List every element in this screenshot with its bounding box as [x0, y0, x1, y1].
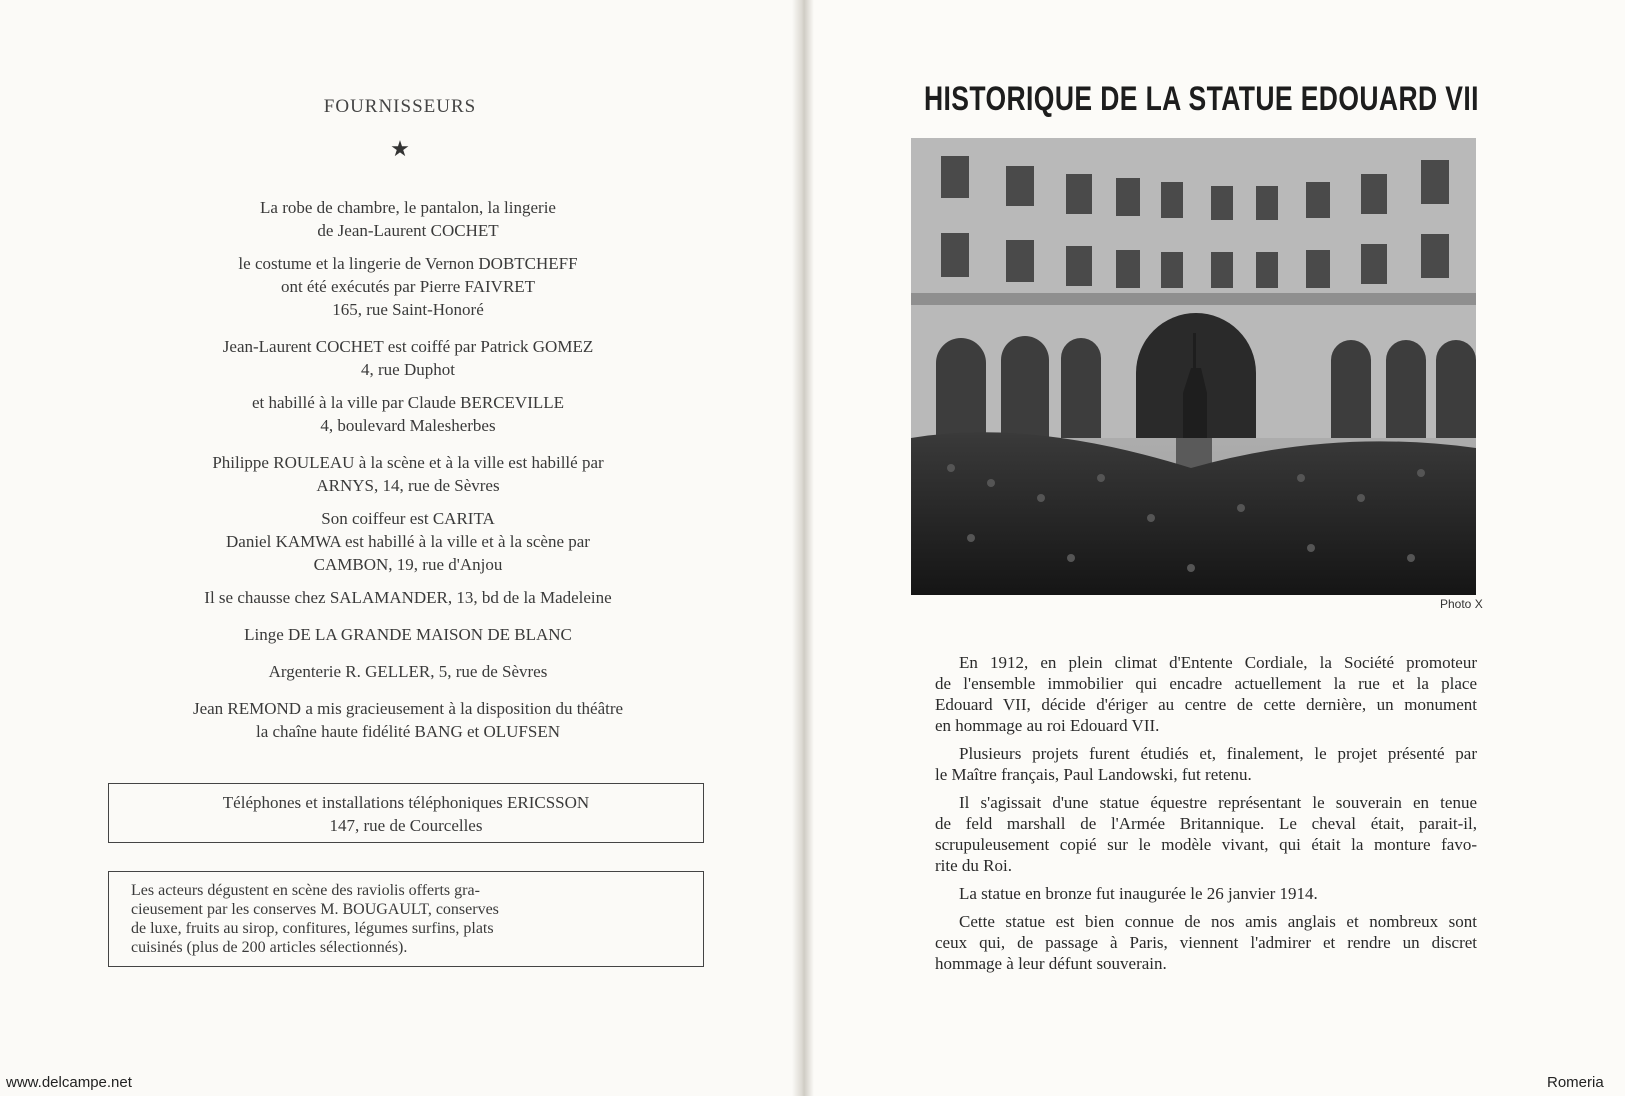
article-line: rite du Roi. — [935, 856, 1012, 875]
suppliers-credits — [108, 196, 708, 753]
credit-block — [108, 391, 708, 437]
article-line: de feld marshall de l'Armée Britannique. Le cheval était, parait-il, — [935, 814, 1477, 833]
statue-inauguration-photo — [911, 138, 1476, 595]
photo-credit: Photo X — [1440, 597, 1483, 611]
article-line: hommage à leur défunt souverain. — [935, 954, 1167, 973]
credit-line: ARNYS, 14, rue de Sèvres — [316, 476, 500, 495]
credit-line: La robe de chambre, le pantalon, la lingerie — [260, 198, 556, 217]
article-paragraph — [911, 652, 1477, 736]
credit-block — [108, 335, 708, 381]
credit-block — [108, 252, 708, 321]
article-title: HISTORIQUE DE LA STATUE EDOUARD VII — [924, 80, 1479, 118]
credit-line: de Jean-Laurent COCHET — [317, 221, 499, 240]
box-line: 147, rue de Courcelles — [329, 816, 483, 835]
article-line: le Maître français, Paul Landowski, fut retenu. — [935, 765, 1252, 784]
watermark-romeria: Romeria — [1547, 1074, 1604, 1091]
credit-line: 165, rue Saint-Honoré — [332, 300, 484, 319]
article-line: en hommage au roi Edouard VII. — [935, 716, 1160, 735]
article-body — [911, 652, 1477, 981]
credit-line: 4, rue Duphot — [361, 360, 455, 379]
box-line: cieusement par les conserves M. BOUGAULT, conserves — [131, 901, 499, 918]
credit-block — [108, 507, 708, 576]
credit-block — [108, 586, 708, 609]
box-line: Téléphones et installations téléphoniques ERICSSON — [222, 793, 590, 812]
box-line: Les acteurs dégustent en scène des raviolis offerts gra- — [131, 882, 480, 899]
article-line: Cette statue est bien connue de nos amis anglais et nombreux sont — [959, 912, 1477, 931]
credit-line: Jean REMOND a mis gracieusement à la disposition du théâtre — [192, 699, 624, 718]
photo-illustration — [911, 138, 1476, 595]
article-paragraph — [911, 743, 1477, 785]
book-gutter — [792, 0, 814, 1096]
credit-line: Philippe ROULEAU à la scène et à la ville est habillé par — [212, 453, 604, 472]
credit-line: la chaîne haute fidélité BANG et OLUFSEN — [255, 722, 561, 741]
credit-line: et habillé à la ville par Claude BERCEVILLE — [251, 393, 565, 412]
star-ornament: ★ — [390, 136, 410, 161]
article-line: de l'ensemble immobilier qui encadre actuellement la rue et la place — [935, 674, 1477, 693]
box-line: de luxe, fruits au sirop, confitures, légumes surfins, plats — [131, 920, 494, 937]
credit-line: Il se chausse chez SALAMANDER, 13, bd de la Madeleine — [204, 588, 612, 607]
suppliers-title: FOURNISSEURS — [323, 96, 477, 117]
credit-block — [108, 451, 708, 497]
credit-line: ont été exécutés par Pierre FAIVRET — [280, 277, 536, 296]
bougault-box — [108, 871, 704, 967]
article-line: En 1912, en plein climat d'Entente Cordiale, la Société promoteur — [959, 653, 1477, 672]
ericsson-box — [108, 783, 704, 843]
credit-line: le costume et la lingerie de Vernon DOBTCHEFF — [238, 254, 578, 273]
article-paragraph — [911, 911, 1477, 974]
credit-line: CAMBON, 19, rue d'Anjou — [313, 555, 503, 574]
article-line: La statue en bronze fut inaugurée le 26 janvier 1914. — [959, 884, 1318, 903]
article-line: scrupuleusement copié sur le modèle vivant, qui était la monture favo- — [935, 835, 1477, 854]
article-line: Plusieurs projets furent étudiés et, finalement, le projet présenté par — [959, 744, 1477, 763]
credit-line: 4, boulevard Malesherbes — [320, 416, 496, 435]
article-line: ceux qui, de passage à Paris, viennent l'admirer et rendre un discret — [935, 933, 1477, 952]
credit-block — [108, 623, 708, 646]
article-paragraph — [911, 883, 1477, 904]
credit-line: Daniel KAMWA est habillé à la ville et à la scène par — [226, 532, 590, 551]
article-paragraph — [911, 792, 1477, 876]
credit-block — [108, 660, 708, 683]
box-line: cuisinés (plus de 200 articles sélectionnés). — [131, 939, 408, 956]
credit-line: Linge DE LA GRANDE MAISON DE BLANC — [244, 625, 572, 644]
credit-block — [108, 196, 708, 242]
credit-line: Argenterie R. GELLER, 5, rue de Sèvres — [268, 662, 548, 681]
credit-block — [108, 697, 708, 743]
article-line: Edouard VII, décide d'ériger au centre de cette dernière, un monument — [935, 695, 1477, 714]
credit-line: Jean-Laurent COCHET est coiffé par Patrick GOMEZ — [222, 337, 594, 356]
watermark-delcampe: www.delcampe.net — [6, 1074, 132, 1091]
credit-line: Son coiffeur est CARITA — [321, 509, 495, 528]
article-line: Il s'agissait d'une statue équestre représentant le souverain en tenue — [959, 793, 1477, 812]
